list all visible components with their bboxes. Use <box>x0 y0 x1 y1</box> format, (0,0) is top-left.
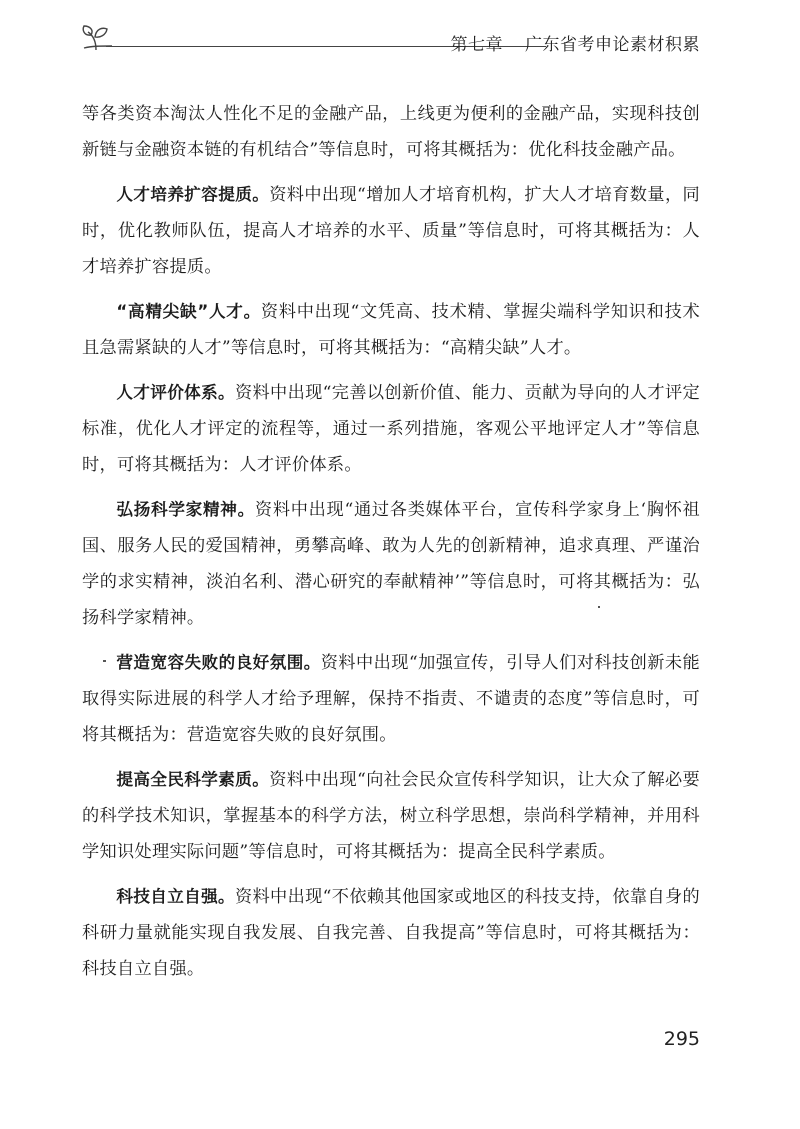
body-text <box>82 96 700 996</box>
paragraph <box>82 645 700 753</box>
paragraph-lead: 弘扬科学家精神。 <box>116 500 255 519</box>
paragraph <box>82 762 700 870</box>
paragraph-text: 资料中出现“不依赖其他国家或地区的科技支持，依靠自身的科研力量就能实现自我发展、自我完善、自我提高”等信息时，可将其概括为：科技自立自强。 <box>82 887 700 979</box>
paragraph-text: 资料中出现“通过各类媒体平台，宣传科学家身上‘胸怀祖国、服务人民的爱国精神，勇攀高峰、敢为人先的创新精神，追求真理、严谨治学的求实精神，淡泊名利、潜心研究的奉献精神’”等信息时，可将其概括为：弘扬科学家精神。 <box>82 500 700 628</box>
paragraph-text: 等各类资本淘汰人性化不足的金融产品，上线更为便利的金融产品，实现科技创新链与金融资本链的有机结合”等信息时，可将其概括为：优化科技金融产品。 <box>82 104 700 160</box>
sprout-icon <box>82 24 116 54</box>
paragraph-text: 资料中出现“向社会民众宣传科学知识，让大众了解必要的科学技术知识，掌握基本的科学方法，树立科学思想，崇尚科学精神，并用科学知识处理实际问题”等信息时，可将其概括为：提高全民科学素质。 <box>82 770 701 862</box>
paragraph <box>82 96 700 168</box>
page-number: 295 <box>663 1028 700 1050</box>
paragraph-lead: 人才评价体系。 <box>116 383 235 402</box>
book-title: 广东省考申论素材积累 <box>525 35 700 55</box>
scan-speck <box>598 606 600 608</box>
paragraph <box>82 492 700 636</box>
chapter-label: 第七章 <box>450 35 503 55</box>
paragraph-text: 资料中出现“文凭高、技术精、掌握尖端科学知识和技术且急需紧缺的人才”等信息时，可将其概括为：“高精尖缺”人才。 <box>82 302 700 358</box>
paragraph-lead: 科技自立自强。 <box>116 887 235 906</box>
paragraph-text: 资料中出现“加强宣传，引导人们对科技创新未能取得实际进展的科学人才给予理解，保持不指责、不谴责的态度”等信息时，可将其概括为：营造宽容失败的良好氛围。 <box>82 653 701 745</box>
paragraph-text: 资料中出现“完善以创新价值、能力、贡献为导向的人才评定标准，优化人才评定的流程等，通过一系列措施，客观公平地评定人才”等信息时，可将其概括为：人才评价体系。 <box>82 383 700 475</box>
paragraph <box>82 879 700 987</box>
running-head-text <box>451 30 701 55</box>
paragraph-text: 资料中出现“增加人才培育机构，扩大人才培育数量，同时，优化教师队伍，提高人才培养的水平、质量”等信息时，可将其概括为：人才培养扩容提质。 <box>82 185 701 277</box>
running-header <box>82 24 700 60</box>
paragraph-lead: 营造宽容失败的良好氛围。 <box>116 653 321 672</box>
paragraph <box>82 375 700 483</box>
paragraph <box>82 177 700 285</box>
paragraph <box>82 294 700 366</box>
paragraph-lead: 提高全民科学素质。 <box>116 770 270 789</box>
paragraph-lead: 人才培养扩容提质。 <box>116 185 270 204</box>
paragraph-lead: “高精尖缺”人才。 <box>116 302 261 321</box>
scan-speck <box>103 660 106 662</box>
